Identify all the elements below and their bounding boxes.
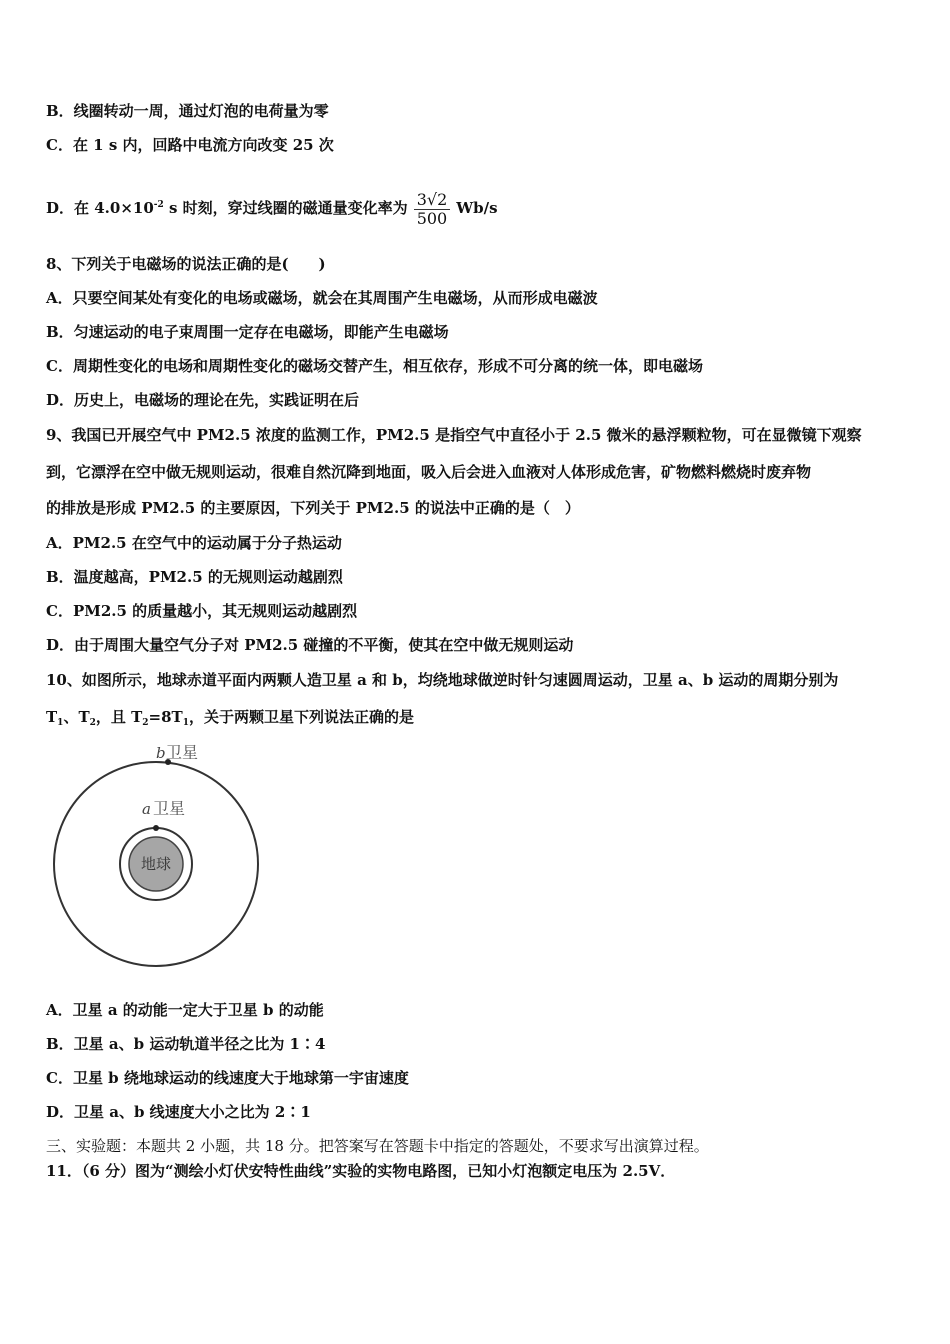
satellite-orbit-figure <box>52 738 262 974</box>
q10-option-d: D．卫星 a、b 线速度大小之比为 2∶1 <box>46 1103 311 1121</box>
satellite-a-label: 卫星 <box>153 799 186 818</box>
q10-option-b: B．卫星 a、b 运动轨道半径之比为 1∶4 <box>46 1035 326 1053</box>
q7-option-d-unit: Wb/s <box>456 199 498 217</box>
period-symbol: 、T <box>63 708 90 726</box>
relation-text: =8T <box>148 708 183 726</box>
q10-stem-line2 <box>46 707 414 733</box>
q7-option-d <box>46 176 498 237</box>
q9-stem-line1: 9、我国已开展空气中 PM2.5 浓度的监测工作，PM2.5 是指空气中直径小于 2.5 微米的悬浮颗粒物，可在显微镜下观察 <box>46 426 862 444</box>
q9-option-a: A．PM2.5 在空气中的运动属于分子热运动 <box>46 534 342 552</box>
q9-stem-line2: 到，它漂浮在空中做无规则运动，很难自然沉降到地面，吸入后会进入血液对人体形成危害，矿物燃料燃烧时废弃物 <box>46 463 812 481</box>
satellite-a-dot <box>153 825 159 831</box>
q10-option-c: C．卫星 b 绕地球运动的线速度大于地球第一宇宙速度 <box>46 1069 409 1087</box>
fraction-denominator: 500 <box>416 208 448 228</box>
q10-stem-line1: 10、如图所示，地球赤道平面内两颗人造卫星 a 和 b，均绕地球做逆时针匀速圆周运动，卫星 a、b 运动的周期分别为 <box>46 671 839 689</box>
q8-option-d: D．历史上，电磁场的理论在先，实践证明在后 <box>46 391 360 409</box>
q8-stem: 8、下列关于电磁场的说法正确的是( ) <box>46 255 326 273</box>
q9-stem-line3: 的排放是形成 PM2.5 的主要原因，下列关于 PM2.5 的说法中正确的是（ ） <box>46 499 580 517</box>
stem-ending: ，关于两颗卫星下列说法正确的是 <box>188 708 414 726</box>
q7-option-d-fraction <box>414 191 451 228</box>
q8-option-c: C．周期性变化的电场和周期性变化的磁场交替产生，相互依存，形成不可分离的统一体，即电磁场 <box>46 357 703 375</box>
q7-option-d-exponent: -2 <box>153 200 164 210</box>
q9-option-d: D．由于周围大量空气分子对 PM2.5 碰撞的不平衡，使其在空中做无规则运动 <box>46 636 574 654</box>
q9-option-c: C．PM2.5 的质量越小，其无规则运动越剧烈 <box>46 602 358 620</box>
earth-label: 地球 <box>140 855 172 873</box>
section-3-title: 三、实验题：本题共 2 小题，共 18 分。把答案写在答题卡中指定的答题处，不要求写出演算过程。 <box>46 1137 709 1155</box>
subscript: 1 <box>57 718 64 728</box>
subscript: 1 <box>182 718 189 728</box>
subscript: 2 <box>89 718 96 728</box>
q8-option-b: B．匀速运动的电子束周围一定存在电磁场，即能产生电磁场 <box>46 323 449 341</box>
satellite-b-letter: b <box>156 744 166 762</box>
q7-option-d-prefix: D．在 4.0×10 <box>46 199 154 217</box>
q7-option-b: B．线圈转动一周，通过灯泡的电荷量为零 <box>46 102 329 120</box>
q7-option-c: C．在 1 s 内，回路中电流方向改变 25 次 <box>46 136 334 154</box>
subscript: 2 <box>142 718 149 728</box>
q7-option-d-middle: s 时刻，穿过线圈的磁通量变化率为 <box>163 199 408 217</box>
satellite-b-label: 卫星 <box>166 743 199 762</box>
q10-option-a: A．卫星 a 的动能一定大于卫星 b 的动能 <box>46 1001 324 1019</box>
q11-stem: 11．（6 分）图为“测绘小灯伏安特性曲线”实验的实物电路图，已知小灯泡额定电压为 2.5V． <box>46 1162 676 1180</box>
fraction-numerator: 3√2 <box>414 191 451 210</box>
period-symbol: T <box>46 708 58 726</box>
q9-option-b: B．温度越高，PM2.5 的无规则运动越剧烈 <box>46 568 343 586</box>
satellite-a-letter: a <box>142 800 151 818</box>
orbit-diagram <box>52 738 262 974</box>
q8-option-a: A．只要空间某处有变化的电场或磁场，就会在其周围产生电磁场，从而形成电磁波 <box>46 289 598 307</box>
relation-text: ，且 T <box>95 708 143 726</box>
